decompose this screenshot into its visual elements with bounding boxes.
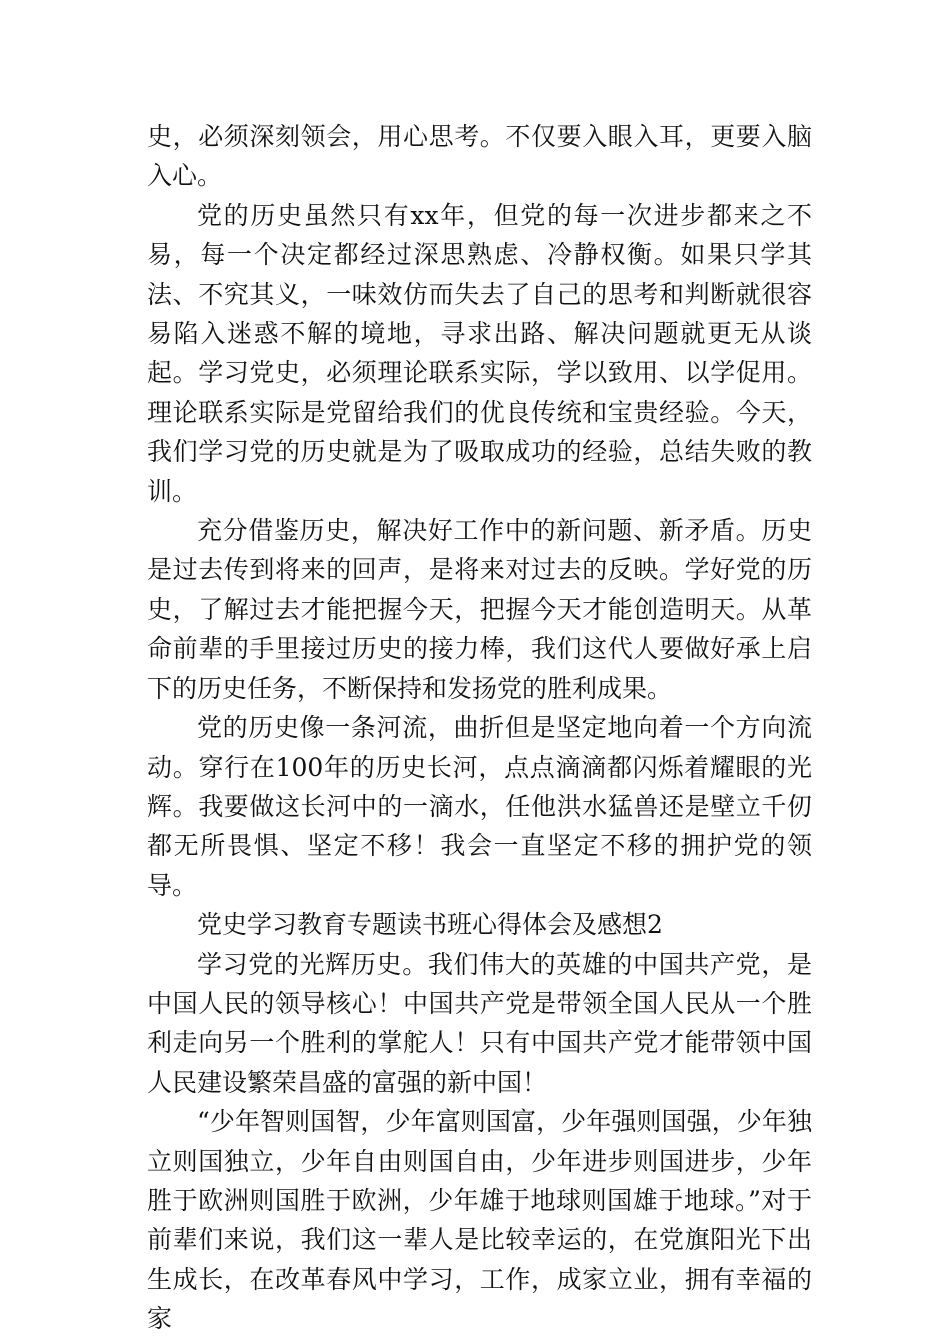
paragraph-continuation: 史，必须深刻领会，用心思考。不仅要入眼入耳，更要入脑入心。: [147, 122, 812, 191]
paragraph-history-river: 党的历史像一条河流，曲折但是坚定地向着一个方向流动。穿行在100年的历史长河，点点滴滴都闪烁着耀眼的光辉。我要做这长河中的一滴水，任他洪水猛兽还是壁立千仞都无所畏惧、坚定不移！我会一直坚定不移的拥护党的领导。: [147, 713, 812, 900]
paragraph-party-history-progress: 党的历史虽然只有xx年，但党的每一次进步都来之不易，每一个决定都经过深思熟虑、冷静权衡。如果只学其法、不究其义，一味效仿而失去了自己的思考和判断就很容易陷入迷惑不解的境地，寻求出路、解决问题就更无从谈起。学习党史，必须理论联系实际，学以致用、以学促用。理论联系实际是党留给我们的优良传统和宝贵经验。今天，我们学习党的历史就是为了吸取成功的经验，总结失败的教训。: [147, 200, 812, 506]
document-body: [147, 117, 812, 1339]
paragraph-learn-from-history: 充分借鉴历史，解决好工作中的新问题、新矛盾。历史是过去传到将来的回声，是将来对过去的反映。学好党的历史，了解过去才能把握今天，把握今天才能创造明天。从革命前辈的手里接过历史的接力棒，我们这代人要做好承上启下的历史任务，不断保持和发扬党的胜利成果。: [147, 516, 812, 703]
section-heading: 党史学习教育专题读书班心得体会及感想2: [197, 910, 663, 940]
paragraph-glorious-history: 学习党的光辉历史。我们伟大的英雄的中国共产党，是中国人民的领导核心！中国共产党是带领全国人民从一个胜利走向另一个胜利的掌舵人！只有中国共产党才能带领中国人民建设繁荣昌盛的富强的新中国！: [147, 949, 812, 1097]
paragraph-youth-quote: “少年智则国智，少年富则国富，少年强则国强，少年独立则国独立，少年自由则国自由，少年进步则国进步，少年胜于欧洲则国胜于欧洲，少年雄于地球则国雄于地球。”对于前辈们来说，我们这一辈人是比较幸运的，在党旗阳光下出生成长，在改革春风中学习，工作，成家立业，拥有幸福的家: [147, 1107, 812, 1334]
